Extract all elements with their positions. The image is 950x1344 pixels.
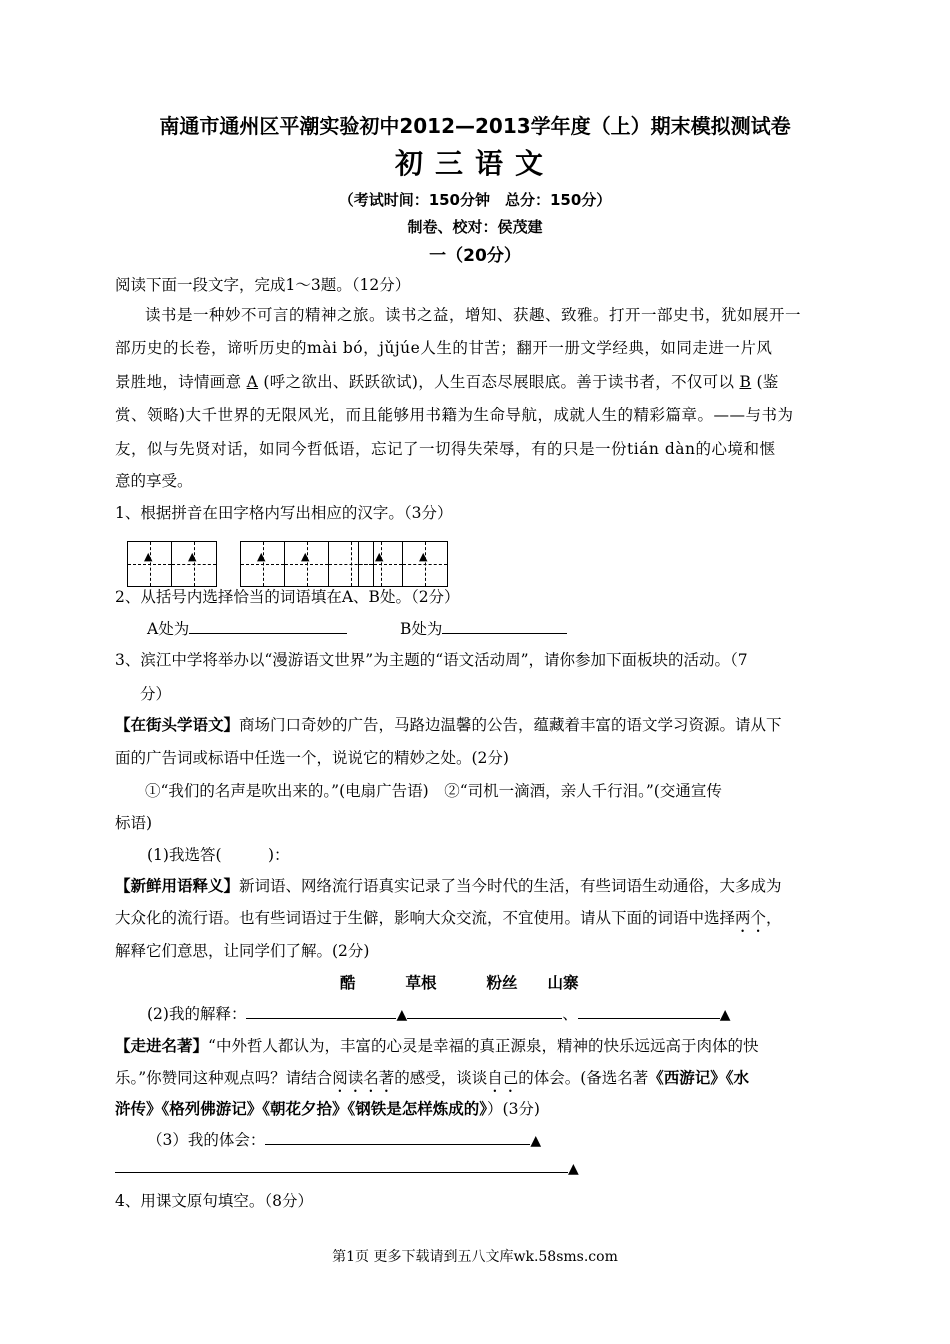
classics-books: 《西游记》《水 [648, 1068, 750, 1087]
classics-text: 乐。”你赞同这种观点吗？请结合 [115, 1069, 333, 1087]
answer-a-blank[interactable] [189, 633, 347, 634]
subject-title: 初三语文 [394, 147, 555, 180]
new-words-heading: 【新鲜用语释义】 [115, 876, 240, 895]
explain-label: (2)我的解释： [147, 1005, 247, 1023]
answer-marker: ▲ [301, 550, 310, 563]
author-line: 制卷、校对：侯茂建 [407, 218, 543, 236]
explain-row [147, 1002, 731, 1024]
word-item: 粉丝 [486, 974, 518, 992]
explain-blank-2[interactable] [578, 1018, 720, 1019]
answer-marker: ▲ [530, 1133, 542, 1149]
new-words-section [115, 874, 782, 896]
choose-line: (1)我选答( )： [147, 846, 290, 864]
new-words-text-cont: 解释它们意思，让同学们了解。(2分) [115, 942, 370, 960]
classics-text-cont [115, 1097, 540, 1119]
passage-text: (呼之欲出、跃跃欲试)，人生百态尽展眼底。善于读书者，不仅可以 [263, 373, 735, 391]
tianzige-cell[interactable] [359, 542, 403, 586]
emphasis-read-classics: 阅读名著 [332, 1069, 395, 1087]
ad-options-cont: 标语) [115, 814, 153, 832]
answer-a-row [147, 617, 347, 639]
tianzige-cell[interactable] [403, 542, 447, 586]
reading-intro: 阅读下面一段文字，完成1～3题。（12分） [115, 276, 411, 294]
page-footer: 第1页 更多下载请到五八文库wk.58sms.com [332, 1249, 618, 1265]
tianzige-cell[interactable] [128, 542, 172, 586]
question-4: 4、用课文原句填空。（8分） [115, 1192, 313, 1210]
word-item: 山寨 [547, 974, 579, 992]
emphasis-self: 自己 [487, 1069, 519, 1087]
passage-line: 部历史的长卷，谛听历史的mài bó，jǔjúe人生的甘苦；翻开一册文学经典，如同走进一片风 [115, 339, 773, 357]
experience-label: （3）我的体会： [147, 1131, 266, 1149]
section-heading: 一（20分） [429, 246, 521, 266]
passage-line: 友，似与先贤对话，如同今哲低语，忘记了一切得失荣辱，有的只是一份tián dàn的心境和惬 [115, 440, 776, 458]
answer-marker: ▲ [144, 550, 153, 563]
street-section [115, 713, 782, 735]
classics-text-cont [115, 1066, 749, 1096]
answer-marker: ▲ [375, 550, 384, 563]
classics-heading: 【走进名著】 [115, 1036, 209, 1055]
question-3: 3、滨江中学将举办以“漫游语文世界”为主题的“语文活动周”，请你参加下面板块的活动。（7 [115, 651, 748, 669]
exam-info: （考试时间：150分钟 总分：150分） [338, 191, 612, 209]
passage-text: (鉴 [756, 373, 779, 391]
classics-section [115, 1034, 758, 1056]
answer-b-row [400, 617, 567, 639]
answer-a-label: A处为 [147, 620, 190, 638]
explain-blank-1-tail[interactable] [407, 1018, 562, 1019]
question-3-cont: 分） [140, 685, 172, 703]
passage-line: 赏、领略)大千世界的无限风光，而且能够用书籍为生命导航，成就人生的精彩篇章。——与书为 [115, 406, 794, 424]
classics-text: ）(3分) [487, 1100, 540, 1118]
new-words-text: 新词语、网络流行语真实记录了当今时代的生活，有些词语生动通俗，大多成为 [239, 877, 782, 895]
tianzige-cell[interactable] [285, 542, 329, 586]
question-1: 1、根据拼音在田字格内写出相应的汉字。（3分） [115, 504, 453, 522]
new-words-text: ， [766, 909, 782, 927]
classics-text: “中外哲人都认为，丰富的心灵是幸福的真正源泉，精神的快乐远远高于肉体的快 [208, 1037, 759, 1055]
blank-a-marker: A [246, 373, 259, 391]
new-words-text: 大众化的流行语。也有些词语过于生僻，影响大众交流，不宜使用。请从下面的词语中选择 [115, 909, 736, 927]
blank-b-marker: B [739, 373, 752, 391]
experience-row [147, 1128, 541, 1150]
tianzige-cell[interactable] [241, 542, 285, 586]
explain-separator: 、 [562, 1005, 578, 1023]
street-text-cont: 面的广告词或标语中任选一个，说说它的精妙之处。(2分) [115, 749, 509, 767]
answer-marker: ▲ [719, 1007, 731, 1023]
passage-line: 读书是一种妙不可言的精神之旅。读书之益，增知、获趣、致雅。打开一部史书，犹如展开一 [145, 306, 802, 324]
answer-b-label: B处为 [400, 620, 443, 638]
passage-line [115, 370, 779, 392]
street-text: 商场门口奇妙的广告，马路边温馨的公告，蕴藏着丰富的语文学习资源。请从下 [239, 716, 782, 734]
tianzige-group-2 [240, 541, 374, 587]
tianzige-group-3 [358, 541, 448, 587]
explain-blank-1[interactable] [246, 1018, 396, 1019]
word-item: 酷 [340, 974, 356, 992]
question-2: 2、从括号内选择恰当的词语填在A、B处。（2分） [115, 588, 460, 606]
answer-marker: ▲ [396, 1007, 408, 1023]
answer-b-blank[interactable] [442, 633, 567, 634]
classics-books: 浒传》《格列佛游记》《朝花夕拾》《钢铁是怎样炼成的》 [115, 1099, 488, 1118]
classics-text: 的感受，谈谈 [394, 1069, 488, 1087]
passage-text: 景胜地，诗情画意 [115, 373, 242, 391]
tianzige-group-1 [127, 541, 217, 587]
classics-text: 的体会。(备选名著 [518, 1069, 649, 1087]
passage-line: 意的享受。 [115, 472, 193, 490]
exam-title: 南通市通州区平潮实验初中2012—2013学年度（上）期末模拟测试卷 [159, 114, 791, 138]
answer-marker: ▲ [188, 550, 197, 563]
answer-marker: ▲ [419, 550, 428, 563]
emphasis-two: 两个 [735, 909, 767, 927]
ad-options: ①“我们的名声是吹出来的。”(电扇广告语) ②“司机一滴酒，亲人千行泪。”(交通宣传 [145, 782, 722, 800]
street-heading: 【在街头学语文】 [115, 715, 240, 734]
answer-marker: ▲ [257, 550, 266, 563]
tianzige-cell[interactable] [172, 542, 216, 586]
experience-blank-1[interactable] [265, 1144, 530, 1145]
answer-marker: ▲ [568, 1161, 579, 1177]
word-item: 草根 [405, 974, 437, 992]
word-list [340, 971, 579, 993]
experience-blank-2[interactable] [115, 1172, 568, 1173]
new-words-text-cont [115, 906, 782, 936]
experience-row-2 [115, 1159, 579, 1177]
